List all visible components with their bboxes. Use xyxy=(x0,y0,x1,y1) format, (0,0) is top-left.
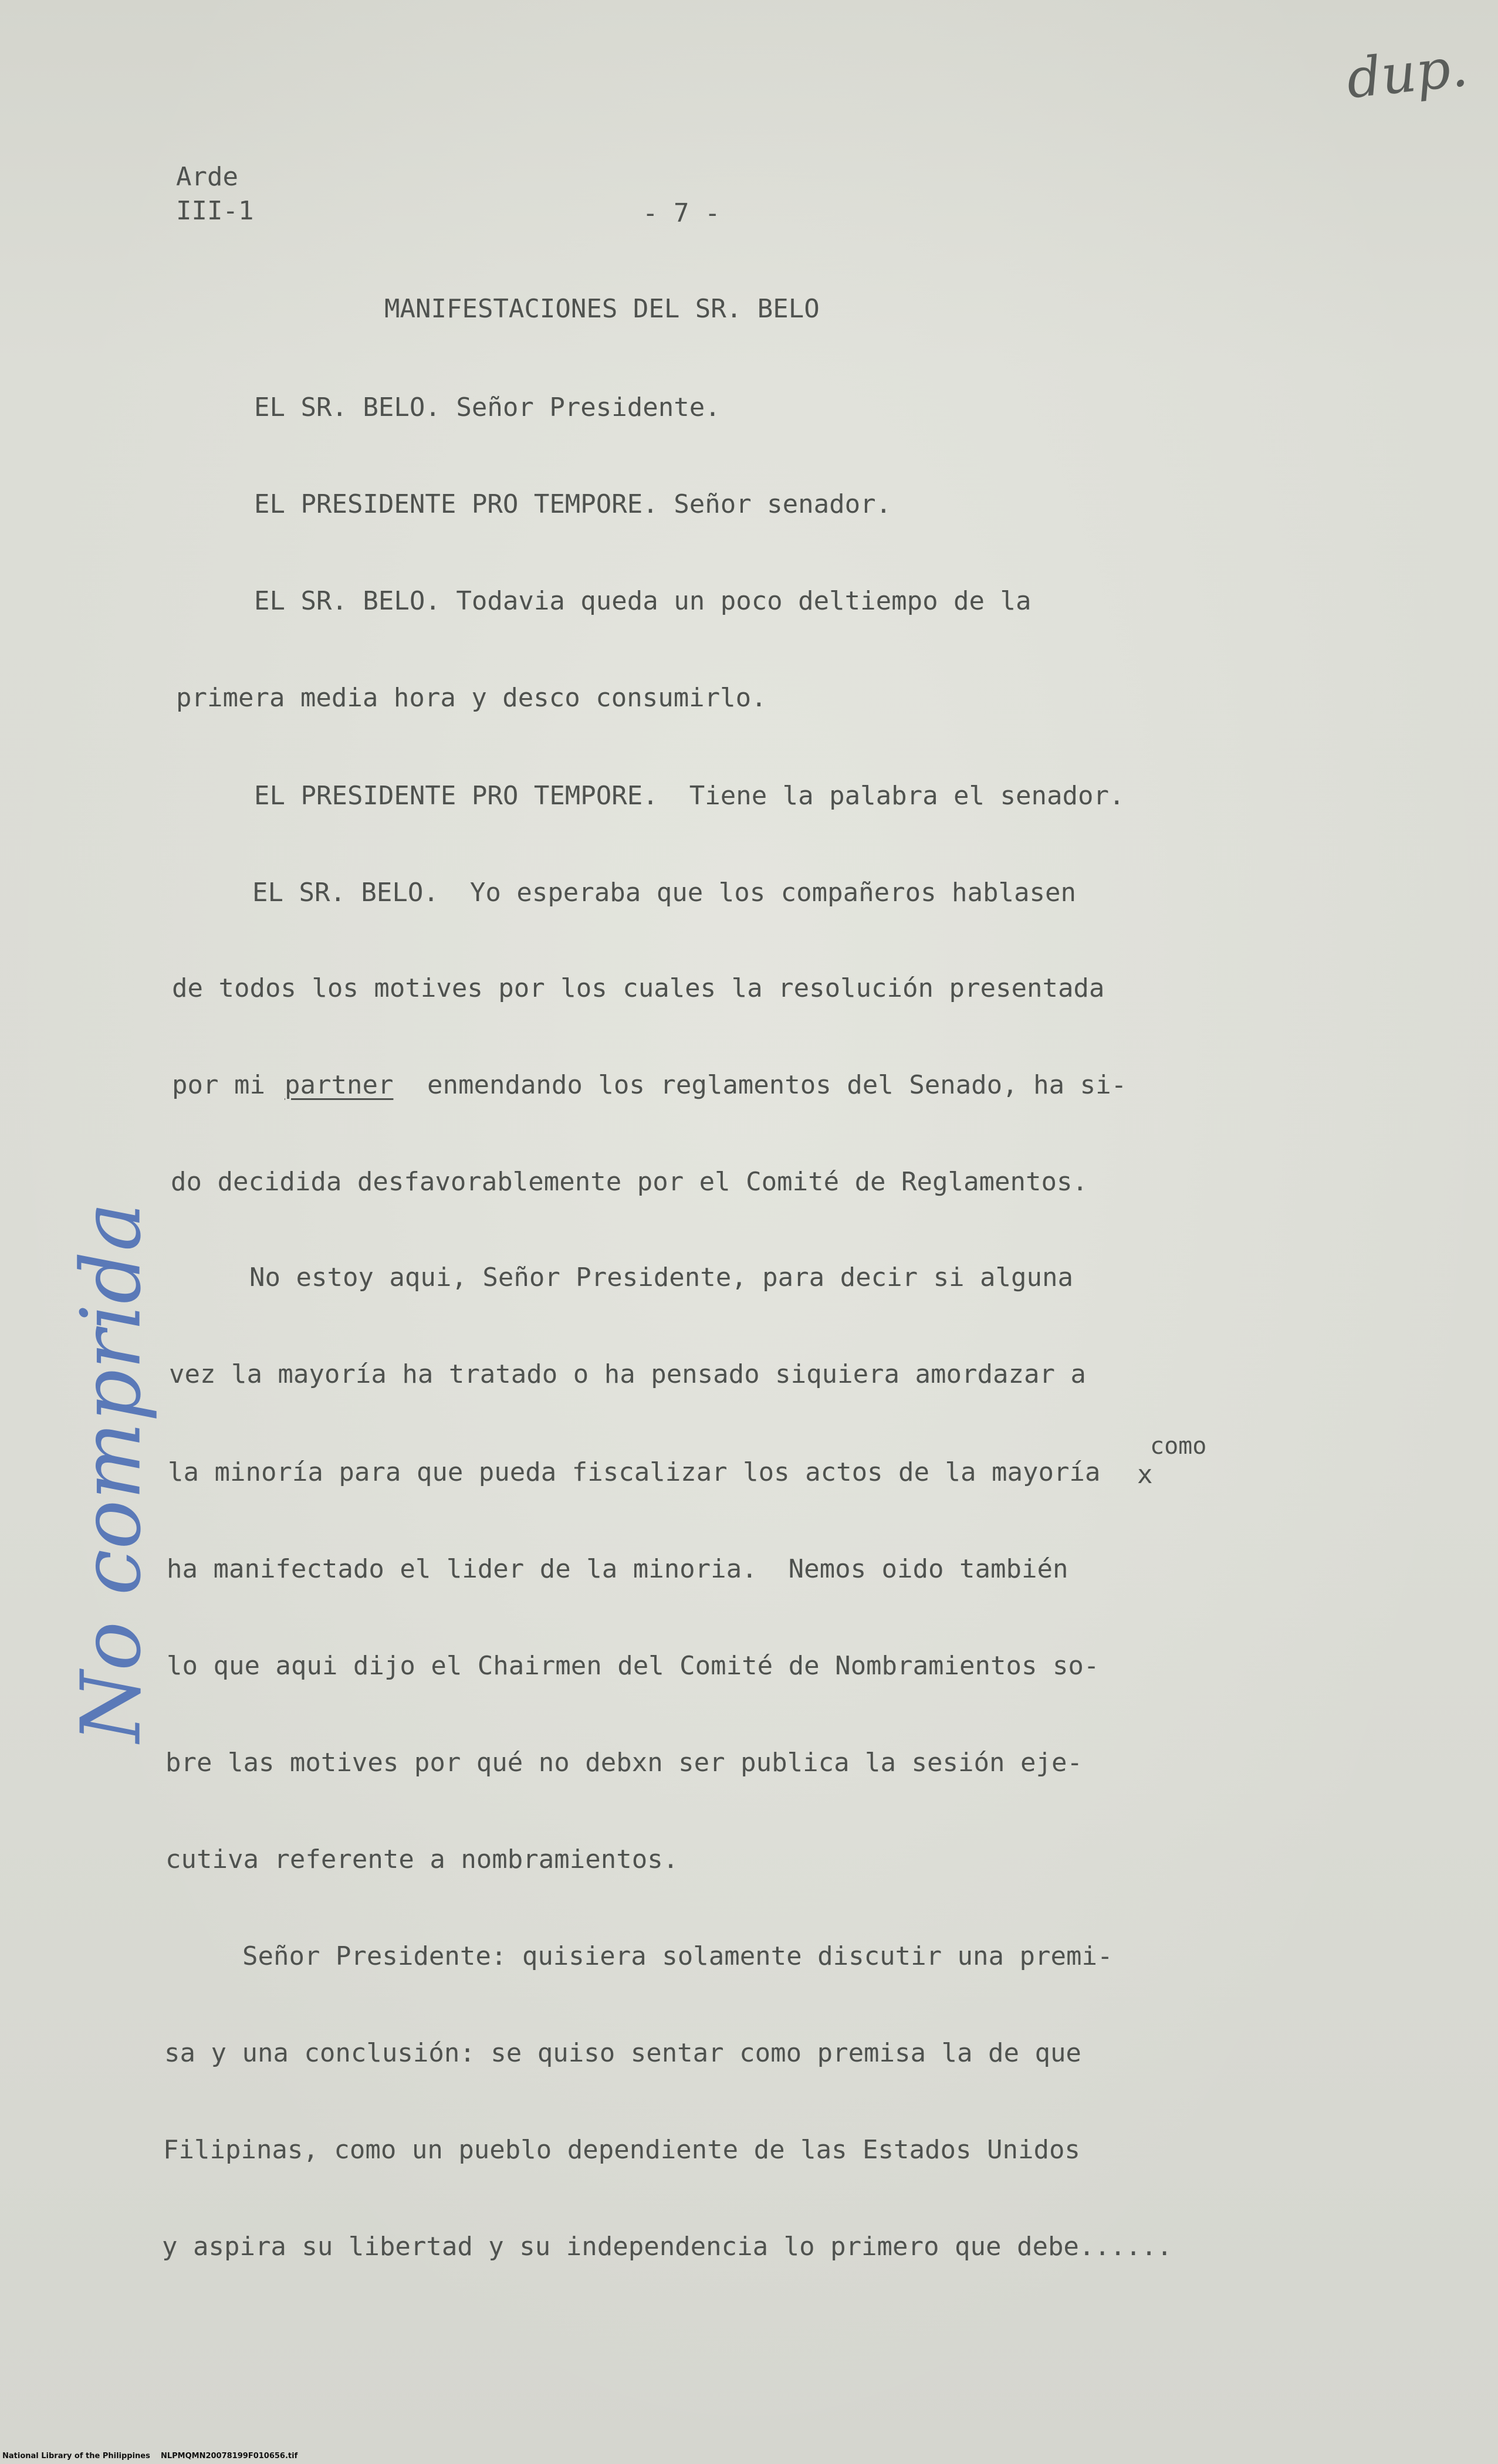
text-line-9: do decidida desfavorablemente por el Comité de Reglamentos. xyxy=(171,1167,1088,1197)
text-line-7: de todos los motives por los cuales la resolución presentada xyxy=(172,973,1105,1003)
text-line-4: primera media hora y desco consumirlo. xyxy=(176,683,767,713)
text-line-5: EL PRESIDENTE PRO TEMPORE. Tiene la palabra el senador. xyxy=(254,781,1125,811)
text-line-19: Filipinas, como un pueblo dependiente de las Estados Unidos xyxy=(163,2135,1080,2165)
text-line-14: lo que aqui dijo el Chairmen del Comité de Nombramientos so- xyxy=(167,1651,1100,1681)
office-code: Arde xyxy=(176,162,238,192)
text-line-6: EL SR. BELO. Yo esperaba que los compañeros hablasen xyxy=(252,878,1076,908)
text-line-2: EL PRESIDENTE PRO TEMPORE. Señor senador. xyxy=(254,489,892,519)
text-line-11: vez la mayoría ha tratado o ha pensado siquiera amordazar a xyxy=(169,1359,1086,1389)
document-code: III-1 xyxy=(176,196,254,226)
text-line-10: No estoy aqui, Señor Presidente, para decir si alguna xyxy=(249,1263,1073,1292)
text-line-3: EL SR. BELO. Todavia queda un poco deltiempo de la xyxy=(254,586,1032,616)
text-line-8-start: por mi xyxy=(172,1070,265,1100)
text-line-13: ha manifectado el lider de la minoria. Nemos oido también xyxy=(167,1554,1068,1584)
text-line-16: cutiva referente a nombramientos. xyxy=(165,1844,679,1874)
handwritten-margin-note: No comprida xyxy=(63,1202,160,1743)
document-title: MANIFESTACIONES DEL SR. BELO xyxy=(384,294,820,324)
text-line-1: EL SR. BELO. Señor Presidente. xyxy=(254,392,721,422)
text-line-20: y aspira su libertad y su independencia lo primero que debe...... xyxy=(162,2232,1172,2262)
archive-footer: National Library of the Philippines NLPMQMN20078199F010656.tif xyxy=(2,2452,298,2460)
text-line-15: bre las motives por qué no debxn ser publica la sesión eje- xyxy=(165,1748,1083,1778)
underlined-word-partner: partner xyxy=(285,1070,394,1100)
page-number: - 7 - xyxy=(643,198,721,228)
strikeout-mark: x xyxy=(1137,1460,1153,1490)
text-line-18: sa y una conclusión: se quiso sentar como premisa la de que xyxy=(164,2038,1081,2068)
inserted-word-como: como xyxy=(1150,1433,1207,1460)
handwritten-dup-mark: dup. xyxy=(1343,35,1471,111)
text-line-17: Señor Presidente: quisiera solamente discutir una premi- xyxy=(242,1941,1113,1971)
text-line-8-end: enmendando los reglamentos del Senado, ha si- xyxy=(427,1070,1127,1100)
text-line-12: la minoría para que pueda fiscalizar los actos de la mayoría xyxy=(168,1457,1101,1487)
